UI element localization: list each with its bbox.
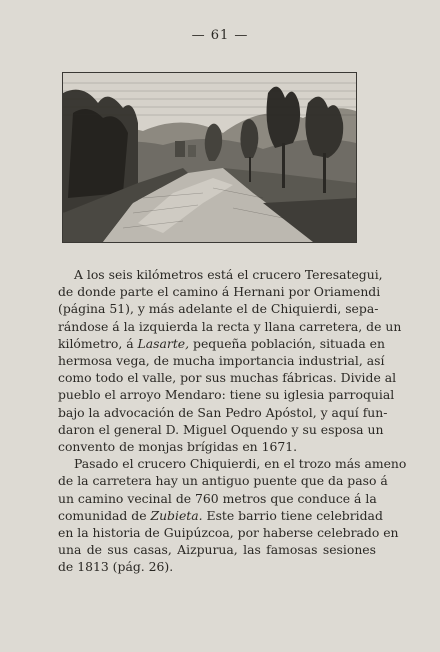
italic-place-name: Zubieta.	[150, 507, 203, 523]
text-line: hermosa vega, de mucha importancia industrial, así	[58, 353, 385, 369]
text-line: de la carretera hay un antiguo puente que da paso á	[58, 473, 388, 489]
text-line: un camino vecinal de 760 metros que conduce á la	[58, 490, 377, 506]
body-text	[58, 266, 407, 576]
text-line: en la historia de Guipúzcoa, por haberse celebrado en	[58, 525, 399, 541]
river-landscape-illustration	[62, 72, 357, 243]
text-line: de donde parte el camino á Hernani por Oriamendi	[58, 284, 381, 300]
paragraph	[58, 455, 407, 575]
text-line: de 1813 (pág. 26).	[58, 559, 174, 575]
text-line: Pasado el crucero Chiquierdi, en el trozo más ameno	[74, 456, 407, 472]
page-number: — 61 —	[191, 28, 249, 43]
text-line: pueblo el arroyo Mendaro: tiene su iglesia parroquial	[58, 387, 395, 403]
italic-place-name: Lasarte,	[137, 335, 190, 351]
text-line: comunidad de Zubieta. Este barrio tiene celebridad	[58, 507, 383, 523]
text-line: una de sus casas, Aizpurua, las famosas sesiones	[58, 542, 376, 558]
text-line: convento de monjas brígidas en 1671.	[58, 439, 298, 455]
paragraph	[58, 266, 402, 455]
text-line: (página 51), y más adelante el de Chiquierdi, sepa-	[58, 301, 379, 317]
text-line: kilómetro, á Lasarte, pequeña población, situada en	[58, 335, 385, 351]
river-landscape-engraving-icon	[63, 73, 356, 242]
text-line: A los seis kilómetros está el crucero Teresategui,	[74, 267, 383, 282]
text-line: como todo el valle, por sus muchas fábricas. Divide al	[58, 370, 397, 386]
text-line: rándose á la izquierda la recta y llana carretera, de un	[58, 318, 402, 334]
text-line: bajo la advocación de San Pedro Apóstol, y aquí fun-	[58, 404, 388, 420]
text-line: daron el general D. Miguel Oquendo y su esposa un	[58, 421, 384, 437]
